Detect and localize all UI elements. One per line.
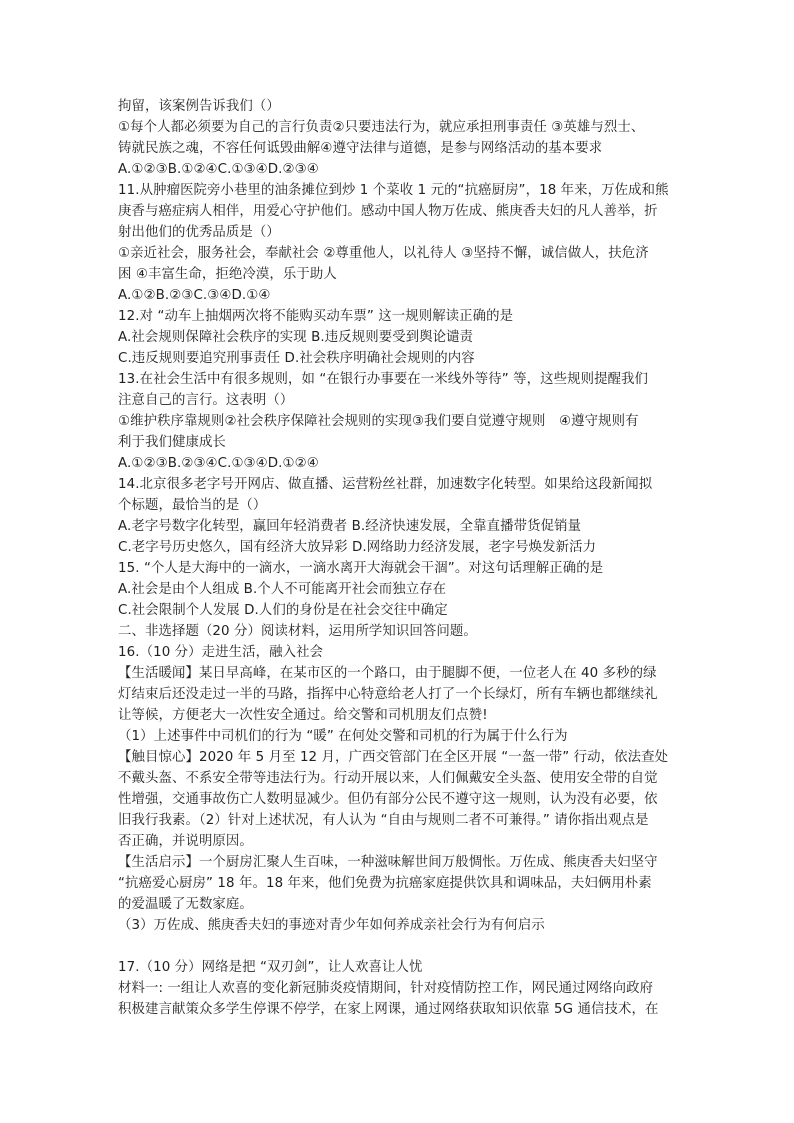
text-line: A.社会是由个人组成 B.个人不可能离开社会而独立存在	[118, 582, 447, 597]
text-line: 12.对 “动车上抽烟两次将不能购买动车票” 这一规则解读正确的是	[118, 309, 514, 324]
text-line: A.①②③B.②③④C.①③④D.①②④	[118, 456, 319, 471]
text-line: A.①②B.②③C.③④D.①④	[118, 288, 271, 303]
text-line: “抗癌爱心厨房” 18 年。18 年来，他们免费为抗癌家庭提供饮具和调味品，夫妇俩用朴素	[118, 876, 652, 891]
text-line: 二、非选择题（20 分）阅读材料，运用所学知识回答问题。	[118, 624, 477, 639]
text-line: ①维护秩序靠规则②社会秩序保障社会规则的实现③我们要自觉遵守规则 ④遵守规则有	[118, 414, 639, 429]
text-line: 13.在社会生活中有很多规则，如 “在银行办事要在一米线外等待” 等，这些规则提醒我们	[118, 372, 649, 387]
blank-line	[118, 936, 680, 957]
text-line: 的爱温暖了无数家庭。	[118, 897, 253, 912]
text-line: 灯结束后还没走过一半的马路，指挥中心特意给老人打了一个长绿灯，所有车辆也都继续礼	[118, 687, 658, 702]
text-line: 否正确，并说明原因。	[118, 834, 253, 849]
text-line: C.老字号历史悠久，国有经济大放异彩 D.网络助力经济发展，老字号焕发新活力	[118, 540, 597, 555]
text-line: A.社会规则保障社会秩序的实现 B.违反规则要受到舆论谴责	[118, 330, 474, 345]
text-line: 积极建言献策众多学生停课不停学，在家上网课，通过网络获取知识依靠 5G 通信技术，在	[118, 1002, 659, 1017]
text-line: C.社会限制个人发展 D.人们的身份是在社会交往中确定	[118, 603, 448, 618]
document-page	[118, 96, 680, 1020]
text-line: 旧我行我素。（2）针对上述状况，有人认为 “自由与规则二者不可兼得。” 请你指出观点是	[118, 813, 649, 828]
text-line: 庚香与癌症病人相伴，用爱心守护他们。感动中国人物万佐成、熊庚香夫妇的凡人善举，折	[118, 204, 658, 219]
text-line: 15. “个人是大海中的一滴水，一滴水离开大海就会干涸”。对这句话理解正确的是	[118, 561, 604, 576]
text-line: 性增强，交通事故伤亡人数明显减少。但仍有部分公民不遵守这一规则，认为没有必要，依	[118, 792, 658, 807]
text-line: （1）上述事件中司机们的行为 “暖” 在何处交警和司机的行为属于什么行为	[118, 729, 568, 744]
text-line: 拘留，该案例告诉我们（）	[118, 99, 280, 114]
text-line: 困 ④丰富生命，拒绝冷漠，乐于助人	[118, 267, 337, 282]
text-line: A.①②③B.①②④C.①③④D.②③④	[118, 162, 319, 177]
text-line: 注意自己的言行。这表明（）	[118, 393, 294, 408]
text-line: 14.北京很多老字号开网店、做直播、运营粉丝社群，加速数字化转型。如果给这段新闻拟	[118, 477, 653, 492]
text-line: 个标题，最恰当的是（）	[118, 498, 267, 513]
text-line: 【生活暖闻】某日早高峰，在某市区的一个路口，由于腿脚不便，一位老人在 40 多秒的绿	[118, 666, 657, 681]
text-line: 利于我们健康成长	[118, 435, 226, 450]
text-line: 射出他们的优秀品质是（）	[118, 225, 280, 240]
text-line: 【生活启示】一个厨房汇聚人生百味，一种滋味解世间万般惆怅。万佐成、熊庚香夫妇坚守	[118, 855, 658, 870]
text-line: 【触目惊心】2020 年 5 月至 12 月，广西交管部门在全区开展 “一盔一带” 行动，依法查处	[118, 750, 669, 765]
text-line: C.违反规则要追究刑事责任 D.社会秩序明确社会规则的内容	[118, 351, 475, 366]
text-line: ①亲近社会，服务社会，奉献社会 ②尊重他人，以礼待人 ③坚持不懈，诚信做人，扶危济	[118, 246, 649, 261]
text-line: （3）万佐成、熊庚香夫妇的事迹对青少年如何养成亲社会行为有何启示	[118, 918, 545, 933]
text-line: 铸就民族之魂，不容任何诋毁曲解④遵守法律与道德，是参与网络活动的基本要求	[118, 141, 603, 156]
text-line: 17.（10 分）网络是把 “双刃剑”，让人欢喜让人忧	[118, 960, 423, 975]
text-line: 材料一: 一组让人欢喜的变化新冠肺炎疫情期间，针对疫情防控工作，网民通过网络向政府	[118, 981, 654, 996]
text-line: 16.（10 分）走进生活，融入社会	[118, 645, 324, 660]
text-line: ①每个人都必须要为自己的言行负责②只要违法行为，就应承担刑事责任 ③英雄与烈士、	[118, 120, 645, 135]
text-line: 让等候，方便老大一次性安全通过。给交警和司机朋友们点赞!	[118, 708, 488, 723]
text-line: 11.从肿瘤医院旁小巷里的油条摊位到炒 1 个菜收 1 元的“抗癌厨房”，18 年来，万佐成和熊	[118, 183, 669, 198]
text-line: A.老字号数字化转型，赢回年轻消费者 B.经济快速发展，全靠直播带货促销量	[118, 519, 582, 534]
text-line: 不戴头盔、不系安全带等违法行为。行动开展以来，人们佩戴安全头盔、使用安全带的自觉	[118, 771, 658, 786]
